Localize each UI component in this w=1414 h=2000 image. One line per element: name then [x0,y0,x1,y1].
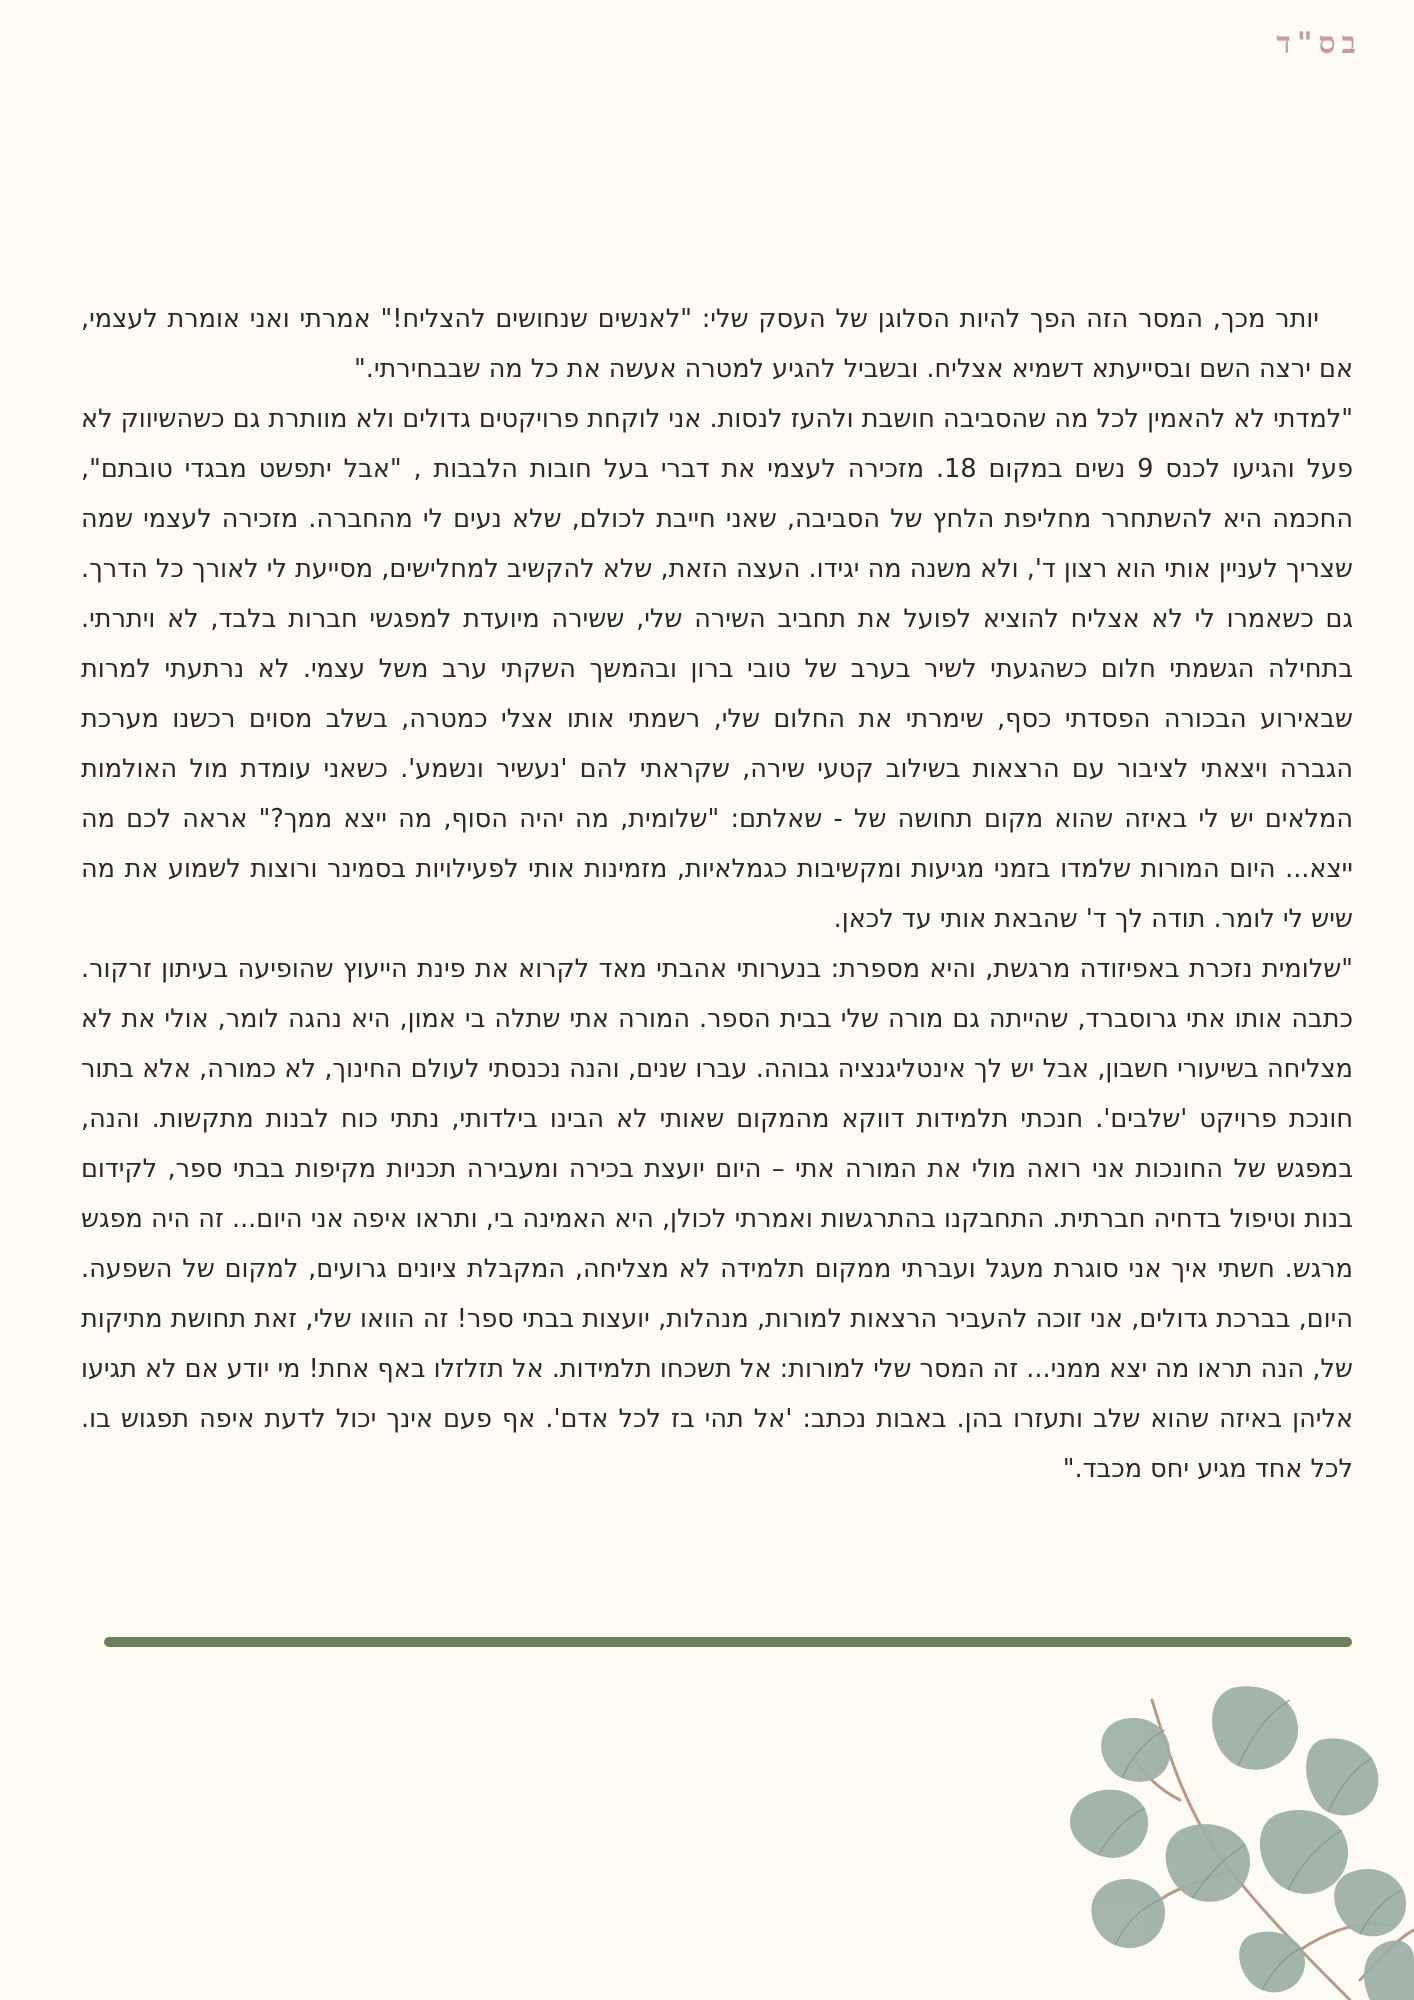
article-paragraph-1: יותר מכך, המסר הזה הפך להיות הסלוגן של העסק שלי: "לאנשים שנחושים להצליח!" אמרתי ואני אומרת לעצמי, אם ירצה השם ובסייעתא דשמיא אצליח. ובשביל להגיע למטרה אעשה את כל מה שבבחירתי." [81,304,1353,384]
article-body [81,294,1353,1494]
eucalyptus-leaves-icon [1060,1680,1414,2000]
bsd-header: בס"ד [1276,26,1362,61]
article-paragraph-2: "למדתי לא להאמין לכל מה שהסביבה חושבת ולהעז לנסות. אני לוקחת פרויקטים גדולים ולא מוותרת גם כשהשיווק לא פעל והגיעו לכנס 9 נשים במקום 18. מזכירה לעצמי את דברי בעל חובות הלבבות , "אבל יתפשט מבגדי טובתם", החכמה היא להשתחרר מחליפת הלחץ של הסביבה, שאני חייבת לכולם, שלא נעים לי מהחברה. מזכירה לעצמי שמה שצריך לעניין אותי הוא רצון ד', ולא משנה מה יגידו. העצה הזאת, שלא להקשיב למחלישים, מסייעת לי לאורך כל הדרך. גם כשאמרו לי לא אצליח להוציא לפועל את תחביב השירה שלי, ששירה מיועדת למפגשי חברות בלבד, לא ויתרתי. בתחילה הגשמתי חלום כשהגעתי לשיר בערב של טובי ברון ובהמשך השקתי ערב משל עצמי. לא נרתעתי למרות שבאירוע הבכורה הפסדתי כסף, שימרתי את החלום שלי, רשמתי אותו אצלי כמטרה, בשלב מסוים רכשנו מערכת הגברה ויצאתי לציבור עם הרצאות בשילוב קטעי שירה, שקראתי להם 'נעשיר ונשמע'. כשאני עומדת מול האולמות המלאים יש לי באיזה שהוא מקום תחושה של - שאלתם: "שלומית, מה יהיה הסוף, מה ייצא ממך?" אראה לכם מה ייצא... היום המורות שלמדו בזמני מגיעות ומקשיבות כגמלאיות, מזמינות אותי לפעילויות בסמינר ורוצות לשמוע את מה שיש לי לומר. תודה לך ד' שהבאת אותי עד לכאן. [81,404,1354,934]
section-divider [104,1637,1352,1647]
article-paragraph-3: "שלומית נזכרת באפיזודה מרגשת, והיא מספרת: בנערותי אהבתי מאד לקרוא את פינת הייעוץ שהופיעה בעיתון זרקור. כתבה אותו אתי גרוסברד, שהייתה גם מורה שלי בבית הספר. המורה אתי שתלה בי אמון, היא נהגה לומר, אולי את לא מצליחה בשיעורי חשבון, אבל יש לך אינטליגנציה גבוהה. עברו שנים, והנה נכנסתי לעולם החינוך, לא כמורה, אלא בתור חונכת פרויקט 'שלבים'. חנכתי תלמידות דווקא מהמקום שאותי לא הבינו בילדותי, נתתי כוח לבנות מתקשות. והנה, במפגש של החונכות אני רואה מולי את המורה אתי – היום יועצת בכירה ומעבירה תכניות מקיפות בבתי ספר, לקידום בנות וטיפול בדחיה חברתית. התחבקנו בהתרגשות ואמרתי לכולן, היא האמינה בי, ותראו איפה אני היום... זה היה מפגש מרגש. חשתי איך אני סוגרת מעגל ועברתי ממקום תלמידה לא מצליחה, המקבלת ציונים גרועים, למקום של השפעה. היום, בברכת גדולים, אני זוכה להעביר הרצאות למורות, מנהלות, יועצות בבתי ספר! זה הוואו שלי, זאת תחושת מתיקות של, הנה תראו מה יצא ממני... זה המסר שלי למורות: אל תשכחו תלמידות. אל תזלזלו באף אחת! מי יודע אם לא תגיעו אליהן באיזה שהוא שלב ותעזרו בהן. באבות נכתב: 'אל תהי בז לכל אדם'. אף פעם אינך יכול לדעת איפה תפגוש בו. לכל אחד מגיע יחס מכבד." [81,954,1353,1484]
